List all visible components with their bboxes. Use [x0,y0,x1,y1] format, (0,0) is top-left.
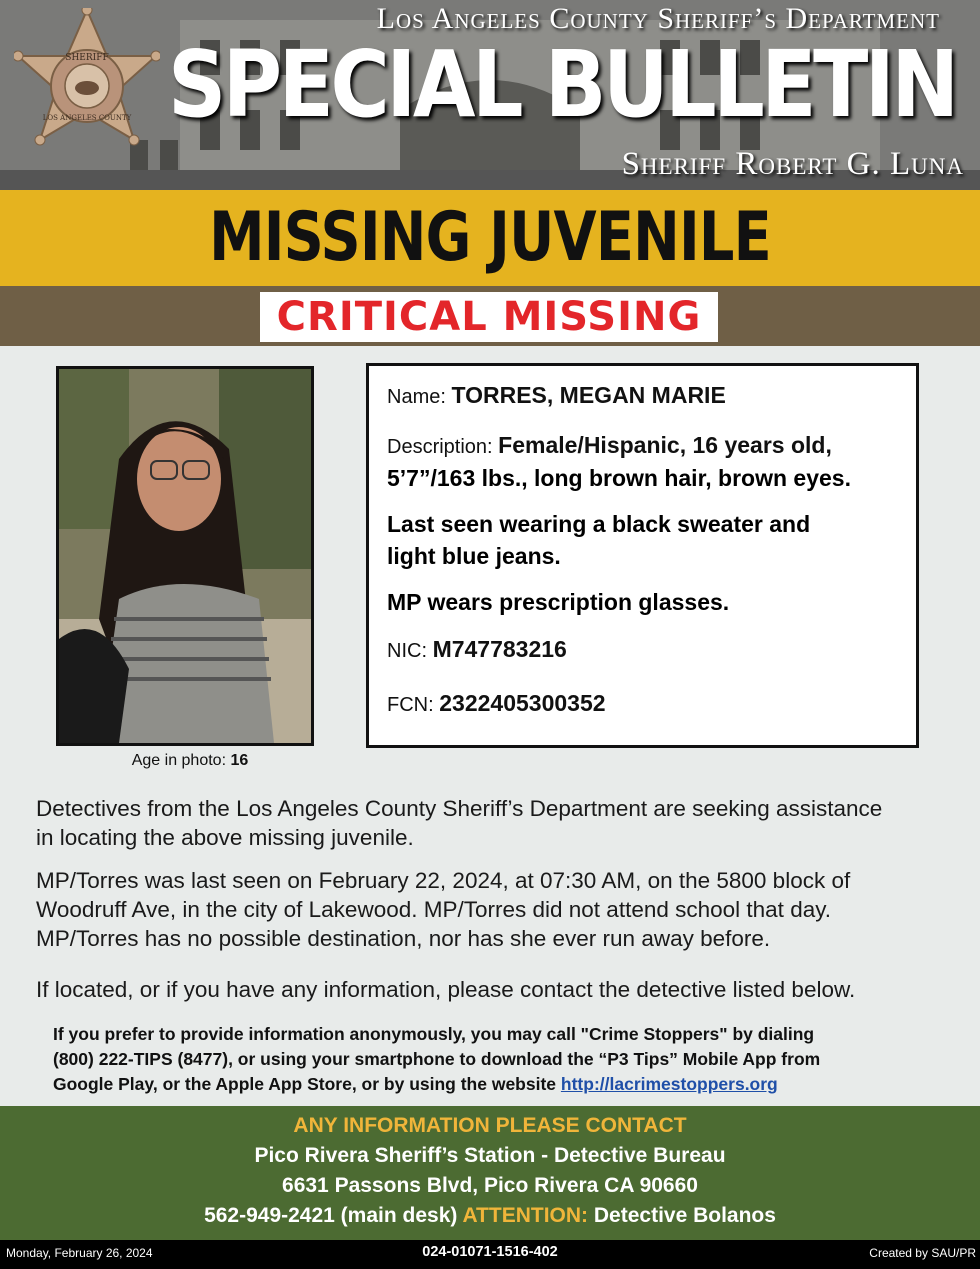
alert-type-band [0,190,980,286]
nic-label: NIC: [387,640,427,662]
alert-type: MISSING JUVENILE [209,198,771,277]
badge-top-text: SHERIFF [65,53,109,63]
footer-bulletin-number: 024-01071-1516-402 [422,1244,558,1260]
paragraph-line: MP/Torres has no possible destination, nor has she ever run away before. [36,926,771,951]
anon-line-text: Google Play, or the Apple App Store, or by using the website [53,1074,557,1094]
department-name: Los Angeles County Sheriff’s Department [376,2,940,35]
person-name: TORRES, MEGAN MARIE [451,382,726,408]
bulletin-title: SPECIAL BULLETIN [168,31,956,138]
anon-line [53,1072,943,1097]
photo-caption [56,752,324,770]
name-label: Name: [387,386,446,408]
photo-caption-age: 16 [230,752,249,769]
person-portrait-image [59,369,311,743]
description-line-2: 5’7”/163 lbs., long brown hair, brown eyes. [387,465,851,491]
footer-date: Monday, February 26, 2024 [6,1246,153,1260]
paragraph-line: If located, or if you have any information, please contact the detective listed below. [36,977,856,1002]
paragraph-line: in locating the above missing juvenile. [36,825,414,850]
sheriff-name: Sheriff Robert G. Luna [621,146,964,182]
attention-label: ATTENTION: [462,1204,589,1227]
nic-number: M747783216 [432,636,567,662]
photo-caption-label: Age in photo: [131,752,227,769]
bulletin-footer [0,1240,980,1269]
paragraph-line: MP/Torres was last seen on February 22, 2024, at 07:30 AM, on the 5800 block of [36,868,851,893]
paragraph-seeking-assistance [36,794,956,852]
anon-line: If you prefer to provide information anonymously, you may call "Crime Stoppers" by dialing [53,1024,815,1044]
glasses-note: MP wears prescription glasses. [387,589,730,615]
missing-person-photo [56,366,314,746]
critical-status-badge: CRITICAL MISSING [260,292,718,342]
contact-phone: 562-949-2421 (main desk) [204,1204,458,1227]
paragraph-if-located [36,975,956,1004]
contact-phone-line [0,1201,980,1231]
clothing-line-1: Last seen wearing a black sweater and [387,511,811,537]
person-info-box [366,363,919,748]
anon-line: (800) 222-TIPS (8477), or using your smartphone to download the “P3 Tips” Mobile App from [53,1049,821,1069]
crime-stoppers-link[interactable]: http://lacrimestoppers.org [560,1074,778,1094]
contact-heading: ANY INFORMATION PLEASE CONTACT [293,1114,687,1137]
contact-address: 6631 Passons Blvd, Pico Rivera CA 90660 [282,1174,698,1197]
contact-section [0,1106,980,1240]
description-line-1: Female/Hispanic, 16 years old, [498,432,832,458]
fcn-number: 2322405300352 [439,690,606,716]
fcn-label: FCN: [387,694,434,716]
clothing-line-2: light blue jeans. [387,543,561,569]
contact-station: Pico Rivera Sheriff’s Station - Detective Bureau [254,1144,726,1167]
description-label: Description: [387,436,493,458]
paragraph-last-seen [36,866,956,953]
paragraph-line: Detectives from the Los Angeles County Sheriff’s Department are seeking assistance [36,796,883,821]
bulletin-header [0,0,980,190]
badge-bottom-text: LOS ANGELES COUNTY [42,114,132,122]
anonymous-tip-notice [53,1022,943,1097]
paragraph-line: Woodruff Ave, in the city of Lakewood. MP/Torres did not attend school that day. [36,897,832,922]
footer-created-by: Created by SAU/PR [869,1246,976,1260]
contact-detective: Detective Bolanos [593,1204,776,1227]
